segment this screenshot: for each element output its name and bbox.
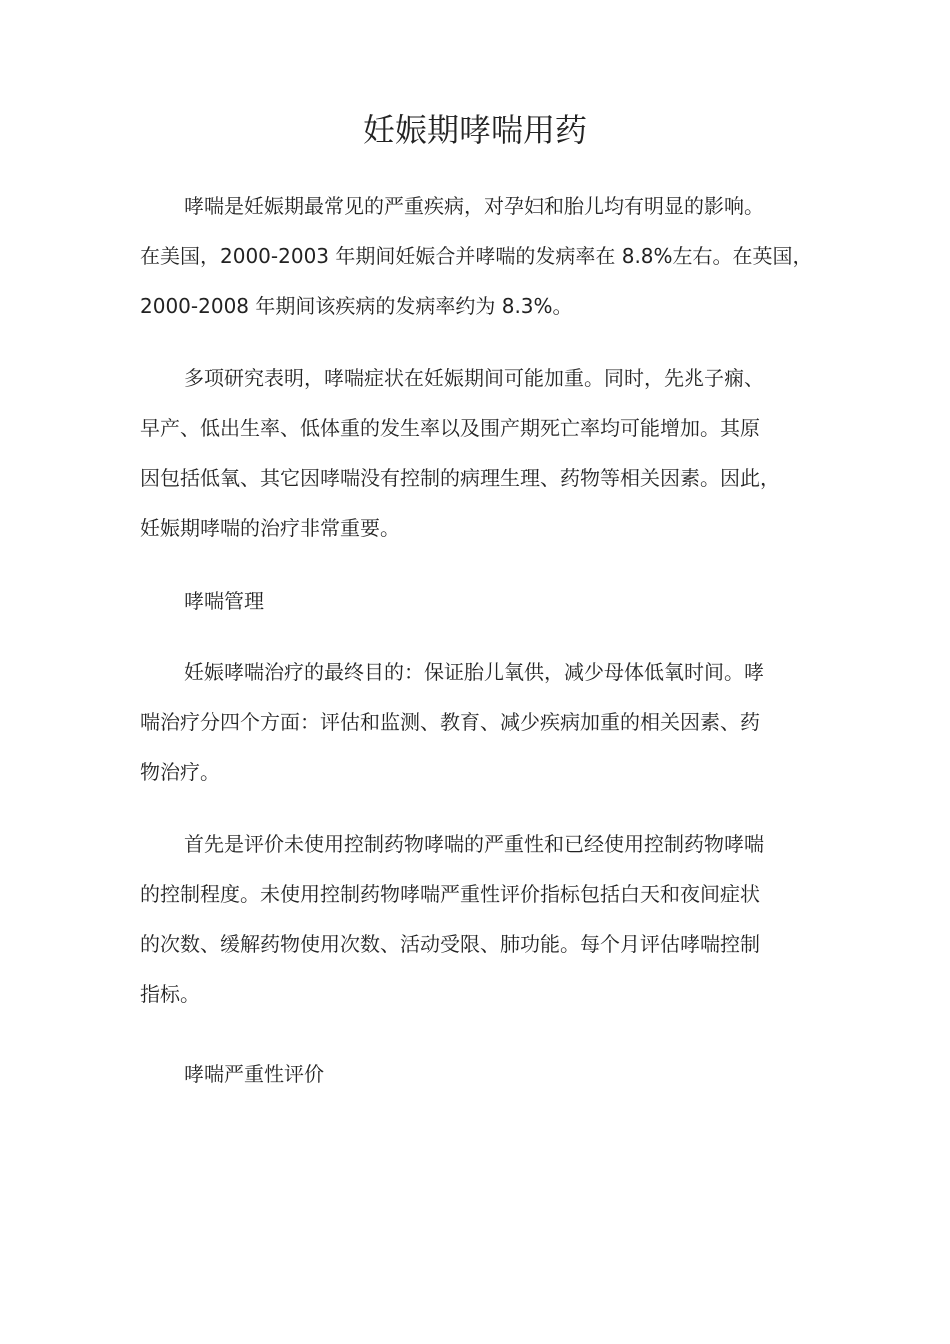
paragraph-line: 物治疗。 <box>140 760 220 784</box>
paragraph-intro <box>140 181 816 331</box>
paragraph-line: 早产、低出生率、低体重的发生率以及围产期死亡率均可能增加。其原 <box>140 416 760 440</box>
section-heading: 哮喘管理 <box>184 589 264 613</box>
section-heading-severity <box>140 1049 816 1099</box>
paragraph-line: 多项研究表明，哮喘症状在妊娠期间可能加重。同时，先兆子痫、 <box>184 366 764 390</box>
section-heading: 哮喘严重性评价 <box>184 1062 324 1086</box>
paragraph-line: 因包括低氧、其它因哮喘没有控制的病理生理、药物等相关因素。因此， <box>140 466 780 490</box>
paragraph-line: 2000-2008 年期间该疾病的发病率约为 8.3%。 <box>140 294 573 318</box>
paragraph-line: 妊娠期哮喘的治疗非常重要。 <box>140 516 400 540</box>
paragraph-line: 喘治疗分四个方面：评估和监测、教育、减少疾病加重的相关因素、药 <box>140 710 760 734</box>
paragraph-treatment-goal <box>140 647 816 797</box>
paragraph-evaluation <box>140 819 816 1019</box>
paragraph-line: 在美国，2000-2003 年期间妊娠合并哮喘的发病率在 8.8%左右。在英国， <box>140 244 813 268</box>
paragraph-line: 妊娠哮喘治疗的最终目的：保证胎儿氧供，减少母体低氧时间。哮 <box>184 660 764 684</box>
paragraph-line: 的次数、缓解药物使用次数、活动受限、肺功能。每个月评估哮喘控制 <box>140 932 760 956</box>
paragraph-research <box>140 353 816 553</box>
document-title: 妊娠期哮喘用药 <box>362 111 587 149</box>
paragraph-line: 的控制程度。未使用控制药物哮喘严重性评价指标包括白天和夜间症状 <box>140 882 760 906</box>
paragraph-line: 哮喘是妊娠期最常见的严重疾病，对孕妇和胎儿均有明显的影响。 <box>184 194 764 218</box>
paragraph-line: 首先是评价未使用控制药物哮喘的严重性和已经使用控制药物哮喘 <box>184 832 764 856</box>
paragraph-line: 指标。 <box>140 982 200 1006</box>
section-heading-management <box>140 576 816 626</box>
